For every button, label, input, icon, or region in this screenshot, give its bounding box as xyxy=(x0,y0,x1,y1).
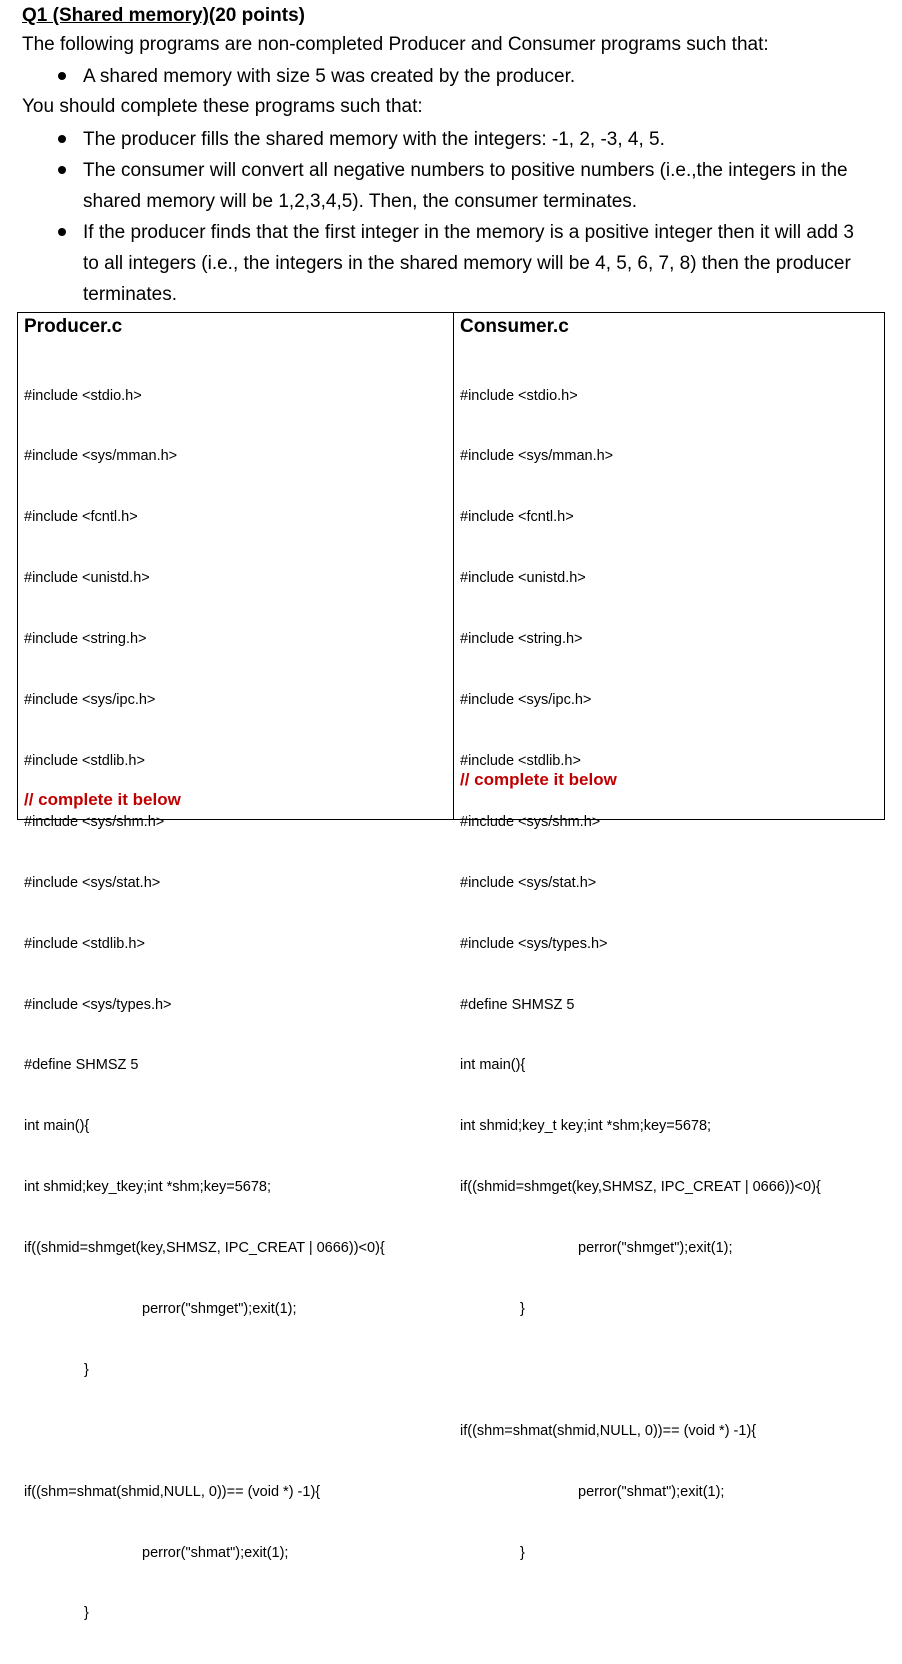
code-line: int main(){ xyxy=(460,1057,526,1074)
code-line xyxy=(24,1421,385,1441)
code-line: #include <stdlib.h> xyxy=(24,935,145,952)
intro-text: The following programs are non-completed Producer and Consumer programs such that: xyxy=(22,34,769,55)
producer-code xyxy=(24,345,385,1664)
code-line: } xyxy=(84,1361,89,1378)
task-bullet-list xyxy=(0,124,873,310)
code-line: if((shmid=shmget(key,SHMSZ, IPC_CREAT | 0666))<0){ xyxy=(24,1240,385,1257)
code-line: } xyxy=(520,1544,525,1561)
code-line: int shmid;key_t key;int *shm;key=5678; xyxy=(460,1118,712,1135)
producer-column xyxy=(18,313,454,1622)
code-line: if((shm=shmat(shmid,NULL, 0))== (void *) -1){ xyxy=(460,1422,757,1439)
producer-comment: // complete it below xyxy=(24,790,181,809)
code-line: if((shmid=shmget(key,SHMSZ, IPC_CREAT | 0666))<0){ xyxy=(460,1179,821,1196)
code-line: if((shm=shmat(shmid,NULL, 0))== (void *) -1){ xyxy=(24,1483,321,1500)
intro-bullet-list xyxy=(0,61,873,92)
question-title xyxy=(22,4,305,28)
code-line: #define SHMSZ 5 xyxy=(24,1057,139,1074)
code-line: #include <sys/mman.h> xyxy=(24,448,178,465)
task-bullet-item: If the producer finds that the first integer in the memory is a positive integer then it will add 3 to all integers (i.e., the integers in the shared memory will be 4, 5, 6, 7, 8) then the producer terminates. xyxy=(0,217,873,310)
code-line: #include <sys/stat.h> xyxy=(460,874,597,891)
intro-bullet-item: A shared memory with size 5 was created by the producer. xyxy=(0,61,873,92)
producer-title: Producer.c xyxy=(24,316,123,337)
code-line: #include <sys/types.h> xyxy=(460,935,608,952)
code-line: #include <stdlib.h> xyxy=(24,752,145,769)
consumer-column xyxy=(454,313,884,1561)
code-line xyxy=(460,1360,821,1380)
question-title-underlined: Q1 (Shared memory) xyxy=(22,5,209,26)
code-line: #include <fcntl.h> xyxy=(24,509,138,526)
code-line: perror("shmget");exit(1); xyxy=(142,1300,297,1317)
code-line: #include <string.h> xyxy=(24,631,147,648)
code-line: int shmid;key_tkey;int *shm;key=5678; xyxy=(24,1179,272,1196)
consumer-comment: // complete it below xyxy=(460,770,617,789)
task-intro-text: You should complete these programs such that: xyxy=(22,96,423,117)
code-line: } xyxy=(84,1605,89,1622)
question-points: (20 points) xyxy=(208,5,305,26)
code-line: #include <sys/stat.h> xyxy=(24,874,161,891)
consumer-title: Consumer.c xyxy=(460,316,569,337)
code-line: #include <unistd.h> xyxy=(460,570,586,587)
code-line: int main(){ xyxy=(24,1118,90,1135)
code-line: #include <sys/shm.h> xyxy=(460,813,601,830)
code-table xyxy=(17,312,885,1622)
code-line: perror("shmget");exit(1); xyxy=(578,1240,733,1257)
consumer-code xyxy=(460,345,821,1603)
code-line: #include <stdio.h> xyxy=(24,387,142,404)
code-line: perror("shmat");exit(1); xyxy=(578,1483,725,1500)
task-bullet-item: The consumer will convert all negative numbers to positive numbers (i.e.,the integers in the shared memory will be 1,2,3,4,5). Then, the consumer terminates. xyxy=(0,155,873,217)
task-bullet-item: The producer fills the shared memory with the integers: -1, 2, -3, 4, 5. xyxy=(0,124,873,155)
code-line: #include <sys/ipc.h> xyxy=(460,692,592,709)
code-line: #include <sys/shm.h> xyxy=(24,813,165,830)
code-line: #include <sys/ipc.h> xyxy=(24,692,156,709)
code-line: #define SHMSZ 5 xyxy=(460,996,575,1013)
code-line: #include <stdio.h> xyxy=(460,387,578,404)
code-line: #include <sys/types.h> xyxy=(24,996,172,1013)
code-line: #include <unistd.h> xyxy=(24,570,150,587)
code-line: } xyxy=(520,1300,525,1317)
code-line: #include <sys/mman.h> xyxy=(460,448,614,465)
code-line: perror("shmat");exit(1); xyxy=(142,1544,289,1561)
code-line: #include <string.h> xyxy=(460,631,583,648)
code-line: #include <fcntl.h> xyxy=(460,509,574,526)
code-line: #include <stdlib.h> xyxy=(460,752,581,769)
